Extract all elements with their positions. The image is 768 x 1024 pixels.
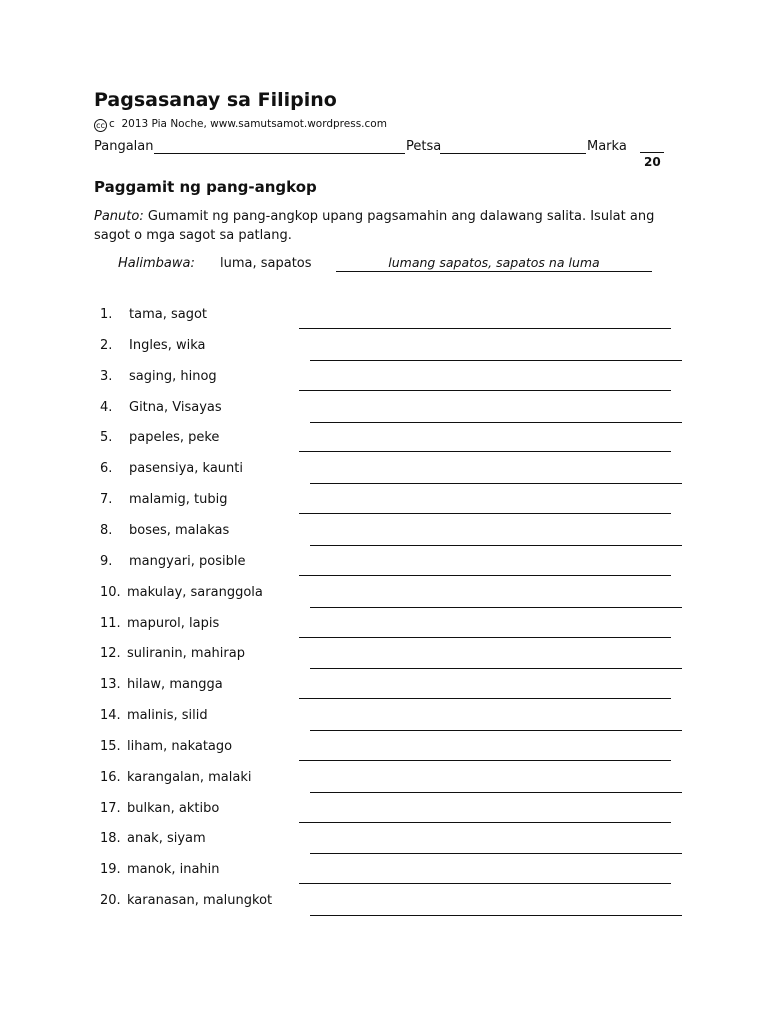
answer-line[interactable]	[310, 360, 682, 361]
answer-line[interactable]	[310, 730, 682, 731]
item-number: 11.	[100, 616, 121, 631]
score-label: Marka	[587, 139, 627, 154]
answer-line[interactable]	[310, 422, 682, 423]
item-words: Ingles, wika	[129, 338, 206, 353]
item-words: boses, malakas	[129, 523, 230, 538]
item-number: 10.	[100, 585, 121, 600]
item-words: mapurol, lapis	[127, 616, 220, 631]
item-words: karangalan, malaki	[127, 770, 252, 785]
copyright-symbol: c	[109, 118, 115, 130]
answer-line[interactable]	[299, 513, 671, 514]
answer-line[interactable]	[310, 792, 682, 793]
answer-line[interactable]	[299, 883, 671, 884]
item-number: 16.	[100, 770, 121, 785]
item-number: 8.	[100, 523, 113, 538]
item-number: 6.	[100, 461, 113, 476]
answer-line[interactable]	[299, 760, 671, 761]
item-number: 9.	[100, 554, 113, 569]
answer-line[interactable]	[299, 328, 671, 329]
item-words: bulkan, aktibo	[127, 801, 220, 816]
item-number: 4.	[100, 400, 113, 415]
item-words: anak, siyam	[127, 831, 206, 846]
item-words: malamig, tubig	[129, 492, 228, 507]
item-number: 7.	[100, 492, 113, 507]
item-words: saging, hinog	[129, 369, 217, 384]
instructions-label: Panuto:	[94, 209, 144, 224]
item-words: suliranin, mahirap	[127, 646, 245, 661]
item-words: makulay, saranggola	[127, 585, 263, 600]
item-number: 20.	[100, 893, 121, 908]
item-words: papeles, peke	[129, 430, 220, 445]
answer-line[interactable]	[299, 822, 671, 823]
item-number: 17.	[100, 801, 121, 816]
answer-line[interactable]	[299, 575, 671, 576]
item-number: 14.	[100, 708, 121, 723]
answer-line[interactable]	[310, 545, 682, 546]
answer-line[interactable]	[310, 607, 682, 608]
item-number: 19.	[100, 862, 121, 877]
example-label: Halimbawa:	[118, 256, 195, 271]
page-title: Pagsasanay sa Filipino	[94, 89, 337, 111]
item-words: pasensiya, kaunti	[129, 461, 243, 476]
item-words: manok, inahin	[127, 862, 220, 877]
item-number: 5.	[100, 430, 113, 445]
item-number: 2.	[100, 338, 113, 353]
answer-line[interactable]	[299, 390, 671, 391]
item-words: malinis, silid	[127, 708, 208, 723]
answer-line[interactable]	[310, 853, 682, 854]
item-words: tama, sagot	[129, 307, 207, 322]
creative-commons-icon: cc	[94, 119, 107, 132]
name-label: Pangalan	[94, 139, 154, 154]
item-number: 12.	[100, 646, 121, 661]
item-words: mangyari, posible	[129, 554, 246, 569]
section-title: Paggamit ng pang-angkop	[94, 178, 317, 196]
answer-line[interactable]	[310, 915, 682, 916]
answer-line[interactable]	[310, 483, 682, 484]
answer-line[interactable]	[299, 698, 671, 699]
score-total: 20	[644, 155, 661, 169]
item-number: 18.	[100, 831, 121, 846]
example-words: luma, sapatos	[220, 256, 312, 271]
copyright-text: 2013 Pia Noche, www.samutsamot.wordpress.com	[121, 118, 387, 130]
item-words: Gitna, Visayas	[129, 400, 222, 415]
item-number: 15.	[100, 739, 121, 754]
answer-line[interactable]	[310, 668, 682, 669]
date-label: Petsa	[406, 139, 442, 154]
item-words: karanasan, malungkot	[127, 893, 273, 908]
name-blank[interactable]	[154, 153, 405, 154]
copyright-line	[94, 118, 387, 132]
score-blank[interactable]	[640, 152, 664, 153]
example-answer: lumang sapatos, sapatos na luma	[336, 256, 652, 272]
date-blank[interactable]	[440, 153, 586, 154]
item-number: 1.	[100, 307, 113, 322]
item-number: 13.	[100, 677, 121, 692]
instructions	[94, 207, 694, 245]
item-number: 3.	[100, 369, 113, 384]
item-words: hilaw, mangga	[127, 677, 223, 692]
instructions-text: Gumamit ng pang-angkop upang pagsamahin ang dalawang salita. Isulat ang sagot o mga sagot sa patlang.	[94, 209, 655, 243]
answer-line[interactable]	[299, 637, 671, 638]
answer-line[interactable]	[299, 451, 671, 452]
item-words: liham, nakatago	[127, 739, 233, 754]
